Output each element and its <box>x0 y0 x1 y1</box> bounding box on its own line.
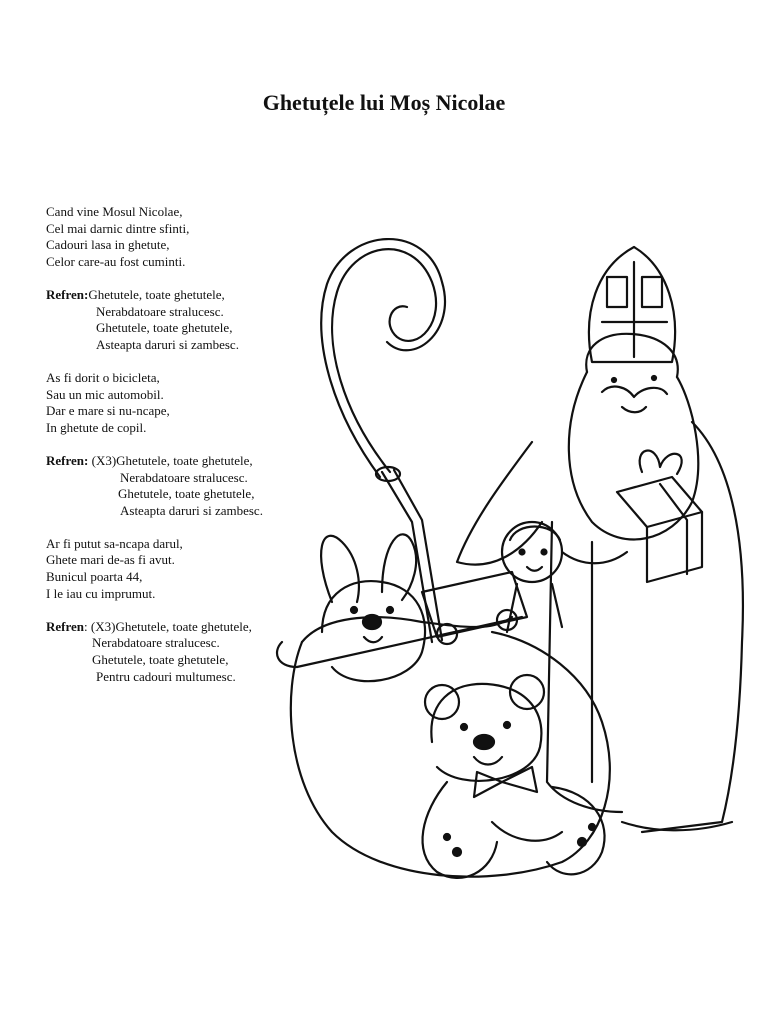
refrain-line: Asteapta daruri si zambesc. <box>96 336 239 352</box>
verse-line: Ar fi putut sa-ncapa darul, <box>46 535 183 551</box>
refrain-3 <box>46 619 296 685</box>
refrain-text: (X3)Ghetutele, toate ghetutele, <box>88 452 253 468</box>
verse-line: As fi dorit o bicicleta, <box>46 369 160 385</box>
stanza-2 <box>46 370 296 436</box>
refrain-1 <box>46 287 296 353</box>
verse-line: I le iau cu imprumut. <box>46 585 156 601</box>
refrain-line: Asteapta daruri si zambesc. <box>120 502 263 518</box>
verse-line: Sau un mic automobil. <box>46 386 164 402</box>
refrain-label: Refren: <box>46 452 89 468</box>
refrain-2 <box>46 453 296 519</box>
refrain-line: Nerabdatoare stralucesc. <box>96 303 224 319</box>
verse-line: Cand vine Mosul Nicolae, <box>46 204 183 219</box>
poem <box>46 204 296 702</box>
verse-line: Celor care-au fost cuminti. <box>46 253 186 269</box>
refrain-line: Pentru cadouri multumesc. <box>96 668 236 684</box>
stanza-3 <box>46 536 296 602</box>
refrain-text: : (X3)Ghetutele, toate ghetutele, <box>84 618 252 634</box>
refrain-text: Ghetutele, toate ghetutele, <box>88 286 225 302</box>
verse-line: Dar e mare si nu-ncape, <box>46 403 170 419</box>
verse-line: Cel mai darnic dintre sfinti, <box>46 220 190 236</box>
refrain-line: Ghetutele, toate ghetutele, <box>92 652 229 668</box>
refrain-line: Nerabdatoare stralucesc. <box>120 469 248 485</box>
refrain-label: Refren: <box>46 286 89 302</box>
refrain-line: Ghetutele, toate ghetutele, <box>118 486 255 502</box>
page-title: Ghetuțele lui Moș Nicolae <box>262 90 506 115</box>
verse-line: Bunicul poarta 44, <box>46 569 143 585</box>
refrain-line <box>46 453 296 470</box>
stanza-1 <box>46 204 296 270</box>
verse-line: Ghete mari de-as fi avut. <box>46 552 175 568</box>
verse-line: Cadouri lasa in ghetute, <box>46 237 170 253</box>
refrain-label: Refren <box>46 618 85 634</box>
saint-nicholas-with-toy-sack-icon <box>262 222 752 902</box>
refrain-line: Ghetutele, toate ghetutele, <box>96 320 233 336</box>
refrain-line <box>46 619 296 636</box>
refrain-line <box>46 287 296 304</box>
refrain-line: Nerabdatoare stralucesc. <box>92 635 220 651</box>
verse-line: In ghetute de copil. <box>46 419 147 435</box>
